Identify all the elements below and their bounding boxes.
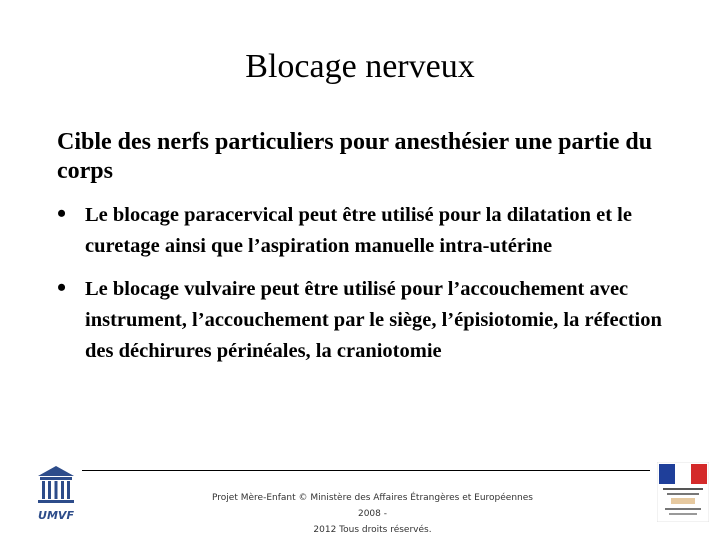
umvf-logo bbox=[34, 464, 78, 522]
footer-copyright bbox=[205, 490, 540, 538]
footer-line-2: 2012 Tous droits réservés. bbox=[313, 525, 432, 535]
bullet-list bbox=[57, 200, 687, 379]
footer-divider bbox=[82, 470, 650, 471]
footer-line-1: Projet Mère-Enfant © Ministère des Affaires Étrangères et Européennes 2008 - bbox=[212, 493, 533, 519]
ministry-logo bbox=[657, 462, 709, 522]
slide-title: Blocage nerveux bbox=[245, 48, 475, 85]
intro-text: Cible des nerfs particuliers pour anesthésier une partie du corps bbox=[57, 129, 653, 184]
bullet-dot: • bbox=[57, 273, 67, 302]
french-flag-icon bbox=[657, 462, 709, 522]
bullet-item bbox=[57, 200, 687, 262]
bullet-text: Le blocage vulvaire peut être utilisé pour l’accouchement avec instrument, l’accouchement par le siège, l’épisiotomie, la réfection des déchirures périnéales, la craniotomie bbox=[85, 278, 662, 362]
temple-icon bbox=[34, 464, 78, 506]
bullet-item bbox=[57, 274, 687, 367]
bullet-dot: • bbox=[57, 199, 67, 228]
umvf-logo-text: UMVF bbox=[38, 509, 74, 522]
bullet-text: Le blocage paracervical peut être utilisé pour la dilatation et le curetage ainsi que l’aspiration manuelle intra-utérine bbox=[85, 204, 632, 257]
